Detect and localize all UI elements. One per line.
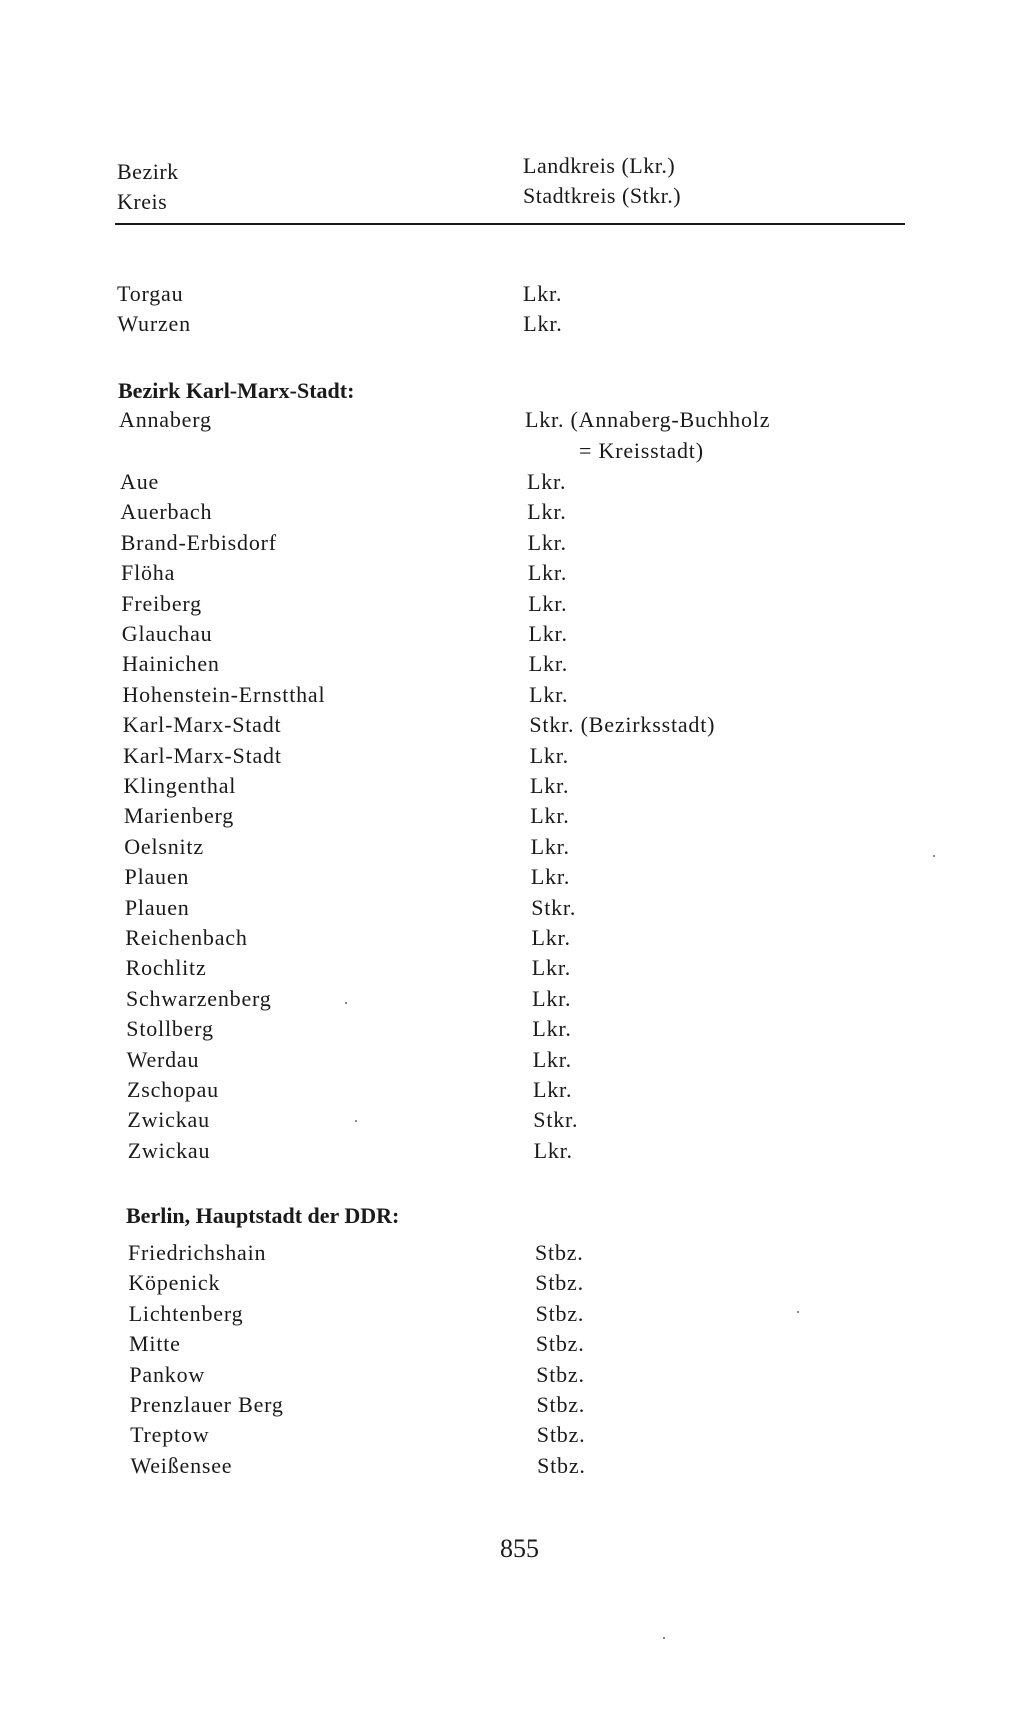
kreis-type: Lkr. [530, 833, 570, 859]
kreis-name: Karl-Marx-Stadt [122, 712, 282, 738]
kreis-type: Lkr. [530, 864, 571, 890]
header-col2-line1: Landkreis (Lkr.) [523, 153, 676, 178]
kreis-name: Aue [120, 469, 160, 494]
kreis-name: Friedrichshain [128, 1240, 267, 1265]
kreis-name: Karl-Marx-Stadt [123, 742, 282, 768]
kreis-name: Oelsnitz [124, 833, 204, 859]
kreis-name: Hainichen [122, 651, 220, 677]
section-title-karl-marx-stadt: Bezirk Karl-Marx-Stadt: [118, 378, 355, 403]
kreis-name: Flöha [121, 560, 176, 586]
kreis-type: Lkr. [527, 560, 568, 586]
kreis-name: Werdau [126, 1046, 200, 1072]
kreis-name: Freiberg [121, 590, 202, 616]
kreis-type: Lkr. [531, 955, 572, 981]
scan-speck [345, 1002, 347, 1004]
kreis-name: Auerbach [120, 499, 213, 525]
kreis-type: Lkr. [529, 681, 569, 707]
kreis-name: Hohenstein-Ernstthal [122, 681, 326, 707]
kreis-type-continuation: = Kreisstadt) [579, 438, 704, 463]
kreis-type: Lkr. [529, 742, 569, 768]
kreis-type: Stbz. [535, 1300, 585, 1326]
kreis-name: Schwarzenberg [125, 985, 272, 1011]
kreis-type: Lkr. [528, 621, 568, 646]
kreis-type: Stbz. [536, 1392, 586, 1417]
kreis-name: Plauen [124, 864, 190, 890]
scan-speck [797, 1311, 799, 1313]
kreis-type: Stkr. [533, 1107, 579, 1133]
kreis-type: Lkr. [533, 1137, 573, 1163]
kreis-name: Zwickau [127, 1137, 211, 1163]
kreis-name: Torgau [117, 281, 184, 306]
kreis-name: Zwickau [127, 1107, 210, 1133]
kreis-name: Weißensee [130, 1452, 233, 1478]
header-col2-line2: Stadtkreis (Stkr.) [523, 183, 682, 208]
page-number: 855 [500, 1534, 539, 1563]
section-title-berlin: Berlin, Hauptstadt der DDR: [126, 1203, 400, 1228]
kreis-type: Lkr. [531, 925, 571, 950]
kreis-type: Stbz. [535, 1270, 584, 1296]
kreis-type: Lkr. [532, 1016, 572, 1042]
kreis-type: Stbz. [535, 1331, 585, 1357]
kreis-name: Rochlitz [125, 955, 207, 981]
kreis-name: Annaberg [119, 407, 212, 432]
kreis-name: Brand-Erbisdorf [120, 529, 277, 555]
kreis-type: Lkr. [523, 311, 563, 336]
kreis-name: Wurzen [117, 311, 191, 336]
scan-speck [663, 1637, 665, 1639]
scan-speck [355, 1120, 357, 1122]
kreis-type: Stbz. [536, 1422, 586, 1448]
kreis-type: Lkr. [528, 651, 569, 677]
kreis-type: Stbz. [535, 1240, 584, 1265]
header-col1-line1: Bezirk [117, 159, 179, 184]
kreis-name: Reichenbach [125, 925, 248, 950]
kreis-type: Lkr. [527, 529, 567, 555]
kreis-type: Lkr. [532, 985, 572, 1011]
kreis-name: Treptow [130, 1422, 210, 1448]
kreis-type: Lkr. [523, 281, 563, 306]
header-col1-line2: Kreis [117, 189, 168, 214]
kreis-type: Stkr. [531, 894, 577, 920]
kreis-type: Stbz. [536, 1361, 585, 1387]
kreis-name: Köpenick [128, 1270, 221, 1296]
kreis-name: Stollberg [126, 1016, 214, 1042]
kreis-name: Pankow [129, 1361, 206, 1387]
kreis-name: Plauen [124, 894, 190, 920]
kreis-type: Lkr. [528, 590, 568, 616]
kreis-name: Lichtenberg [128, 1300, 244, 1326]
kreis-type: Lkr. [530, 803, 570, 829]
kreis-name: Zschopau [127, 1077, 219, 1102]
header-divider [115, 223, 905, 225]
kreis-type: Lkr. [527, 499, 567, 525]
kreis-name: Glauchau [121, 621, 213, 646]
kreis-name: Klingenthal [123, 773, 237, 798]
kreis-name: Marienberg [123, 803, 235, 829]
kreis-type: Lkr. [530, 773, 570, 798]
kreis-name: Prenzlauer Berg [129, 1392, 284, 1417]
kreis-name: Mitte [129, 1331, 181, 1357]
kreis-type: Stbz. [537, 1452, 586, 1478]
scan-speck [933, 855, 935, 857]
kreis-type: Lkr. [533, 1077, 573, 1102]
kreis-type: Lkr. (Annaberg-Buchholz [525, 407, 771, 432]
kreis-type: Stkr. (Bezirksstadt) [529, 712, 716, 738]
kreis-type: Lkr. [532, 1046, 572, 1072]
kreis-type: Lkr. [527, 469, 567, 494]
